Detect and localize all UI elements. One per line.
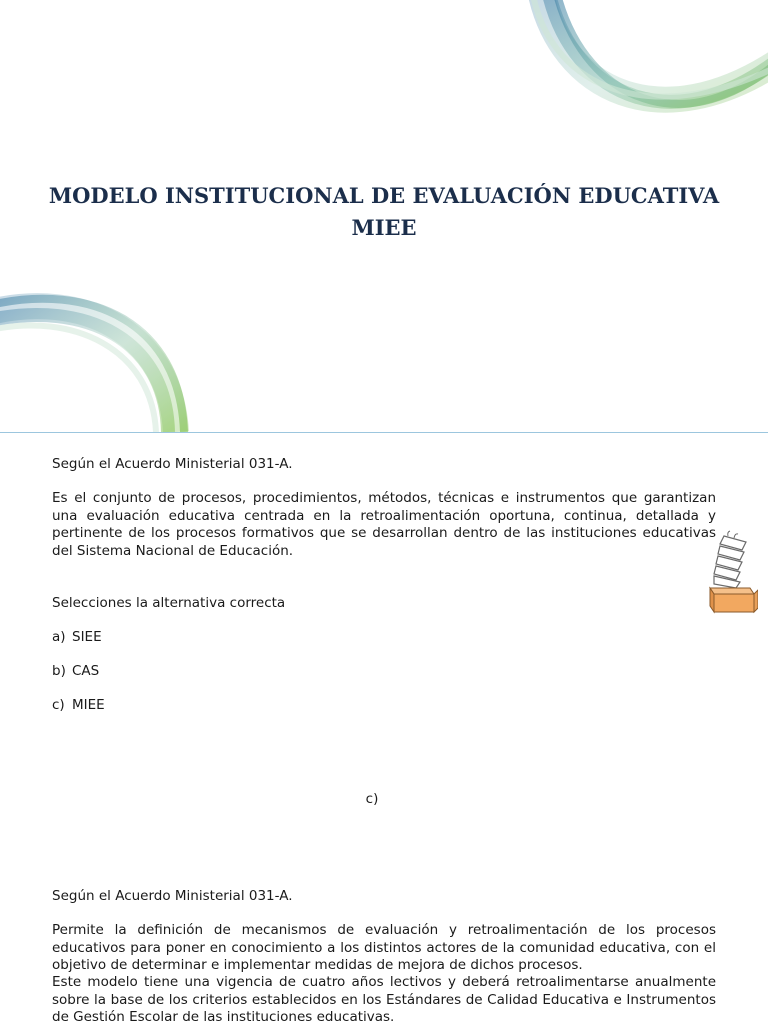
q1-answer: c): [365, 791, 379, 807]
option-letter: c): [52, 697, 65, 713]
title-slide: [0, 0, 768, 432]
left-arc: [0, 299, 184, 432]
q1-prompt: Selecciones la alternativa correcta: [52, 595, 286, 611]
option-text: MIEE: [72, 697, 105, 713]
option-letter: b): [52, 663, 66, 679]
option-letter: a): [52, 629, 66, 645]
q2-source: Según el Acuerdo Ministerial 031-A.: [52, 888, 293, 904]
top-right-arc: [532, 0, 768, 104]
q2-paragraph-2: Este modelo tiene una vigencia de cuatro años lectivos y deberá retroalimentarse anualmente sobre la base de los criterios establecidos en los Estándares de Calidad Educativa e Instrumentos de Gestión Escolar de las instituciones educativas.: [52, 974, 716, 1025]
title-line-1: MODELO INSTITUCIONAL DE EVALUACIÓN EDUCATIVA: [48, 183, 720, 208]
option-text: SIEE: [72, 629, 102, 645]
title-line-2: MIEE: [351, 215, 417, 240]
q1-statement: Es el conjunto de procesos, procedimientos, métodos, técnicas e instrumentos que garantizan una evaluación educativa centrada en la retroalimentación oportuna, continua, detallada y pertinente de los procesos formativos que se desarrollan dentro de las instituciones educativas del Sistema Nacional de Educación.: [52, 490, 716, 559]
q2-paragraph-1: Permite la definición de mecanismos de evaluación y retroalimentación de los procesos educativos para poner en conocimiento a los distintos actores de la comunidad educativa, con el objetivo de determinar e implementar medidas de mejora de dichos procesos.: [52, 922, 716, 973]
slide-title: [40, 180, 728, 244]
paper-stack-box-icon: [706, 530, 758, 614]
option-a: [52, 629, 102, 647]
slide-divider: [0, 432, 768, 433]
option-text: CAS: [72, 663, 100, 679]
option-c: [52, 697, 105, 715]
q1-source: Según el Acuerdo Ministerial 031-A.: [52, 456, 293, 472]
option-b: [52, 663, 99, 681]
